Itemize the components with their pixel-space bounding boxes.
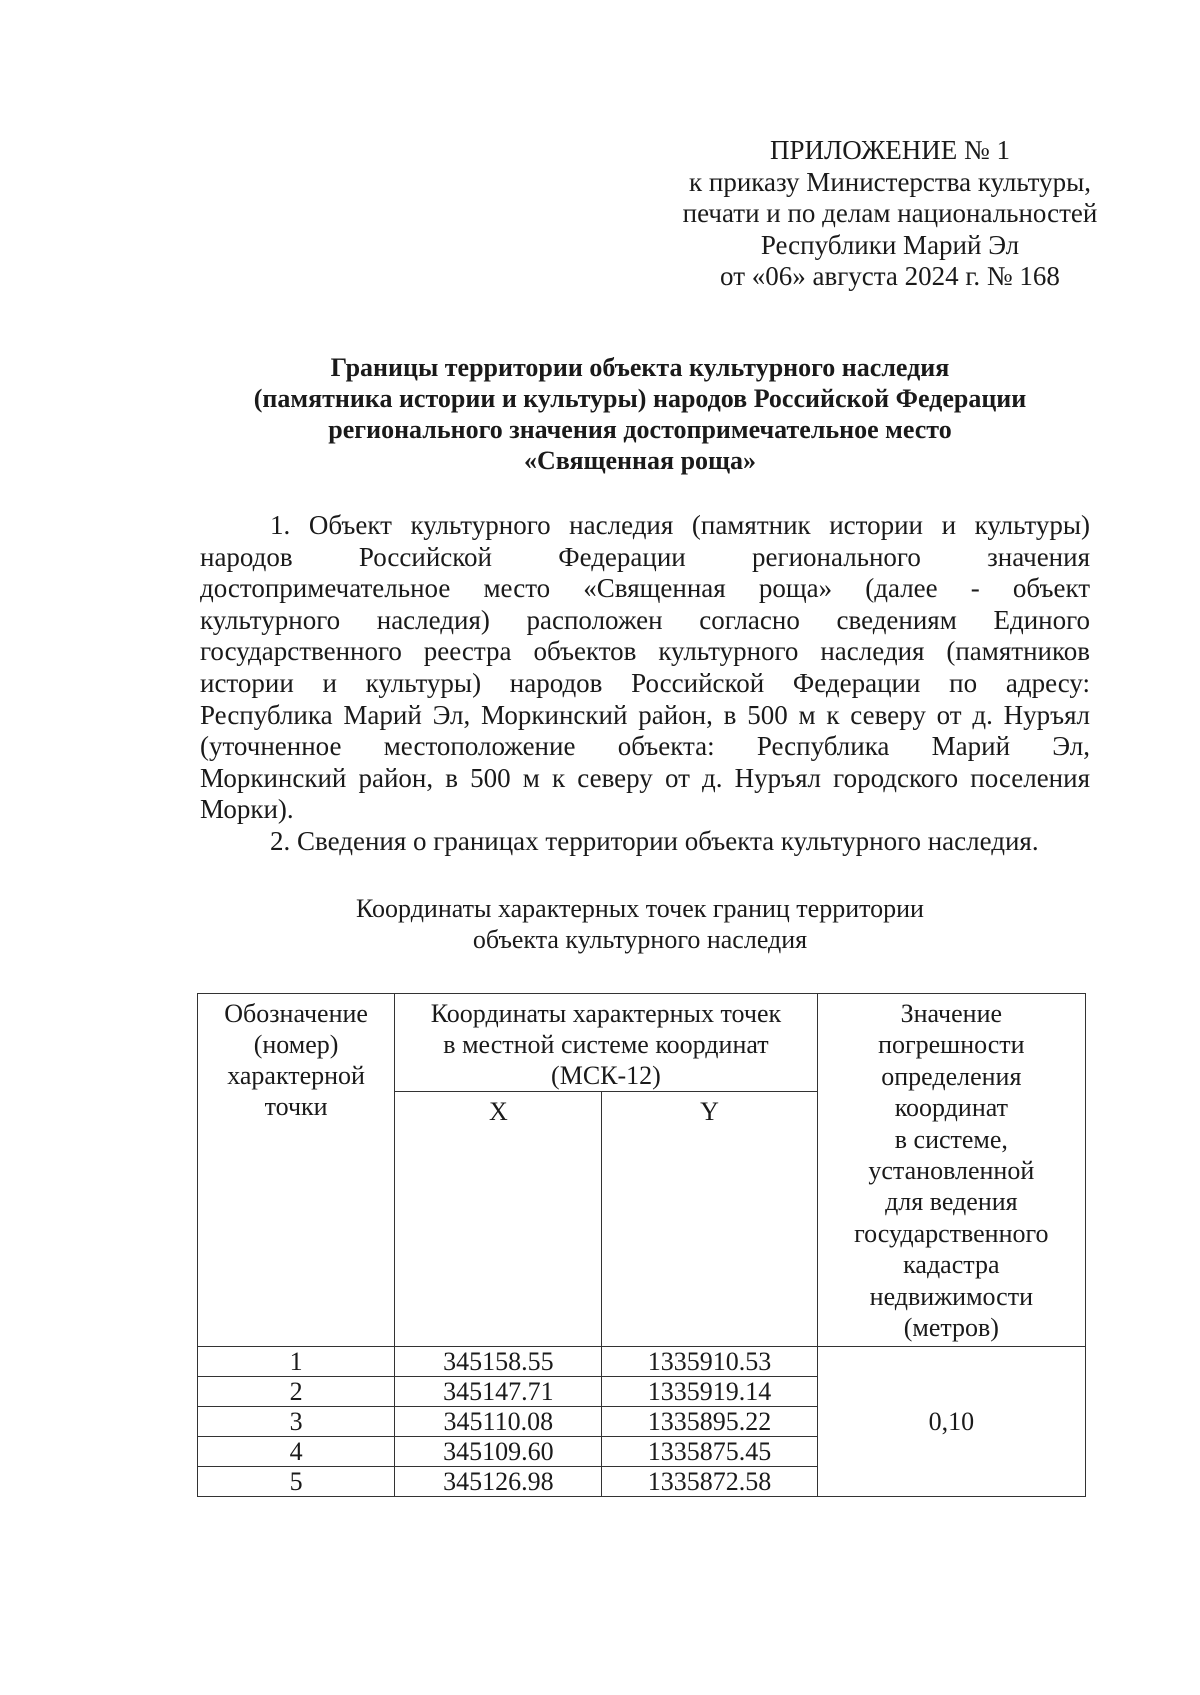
caption-line: Координаты характерных точек границ территории xyxy=(356,894,924,923)
coord-y: 1335910.53 xyxy=(602,1347,817,1377)
point-number: 2 xyxy=(198,1377,395,1407)
header-text: в местной системе координат xyxy=(443,1030,769,1059)
paragraph-line: культурного наследия) расположен согласно сведениям Единого xyxy=(200,604,1090,635)
title-line: Границы территории объекта культурного наследия xyxy=(330,353,950,382)
header-text: (метров) xyxy=(903,1313,999,1343)
header-text: (МСК-12) xyxy=(551,1061,661,1090)
body-paragraphs xyxy=(200,510,1090,858)
document-title xyxy=(190,352,1090,476)
header-coordinates xyxy=(395,994,817,1092)
paragraph-line: (уточненное местоположение объекта: Республика Марий Эл, xyxy=(200,731,1090,762)
header-text: определения xyxy=(881,1061,1022,1091)
error-value: 0,10 xyxy=(817,1347,1085,1497)
paragraph-line: Моркинский район, в 500 м к северу от д. Нуръял городского поселения xyxy=(200,762,1090,793)
table-row xyxy=(198,1347,1086,1377)
header-text: точки xyxy=(264,1092,328,1121)
title-line: (памятника истории и культуры) народов Российской Федерации xyxy=(253,384,1027,413)
coord-x: 345110.08 xyxy=(395,1407,602,1437)
header-error-value xyxy=(817,994,1085,1347)
header-text: недвижимости xyxy=(869,1281,1033,1311)
title-line: «Священная роща» xyxy=(524,446,756,475)
header-x: X xyxy=(395,1092,602,1347)
coord-y: 1335919.14 xyxy=(602,1377,817,1407)
header-text: для ведения xyxy=(885,1187,1018,1217)
point-number: 3 xyxy=(198,1407,395,1437)
paragraph-line: народов Российской Федерации регионального значения xyxy=(200,541,1090,572)
point-number: 5 xyxy=(198,1467,395,1497)
coord-y: 1335875.45 xyxy=(602,1437,817,1467)
paragraph-line: достопримечательное место «Священная роща» (далее - объект xyxy=(200,573,1090,604)
paragraph-line: Морки). xyxy=(200,794,294,825)
point-number: 4 xyxy=(198,1437,395,1467)
coord-x: 345126.98 xyxy=(395,1467,602,1497)
appendix-republic-line: Республики Марий Эл xyxy=(760,229,1020,260)
header-point-designation xyxy=(198,994,395,1347)
paragraph-line: истории и культуры) народов Российской Федерации по адресу: xyxy=(200,667,1090,698)
coord-y: 1335872.58 xyxy=(602,1467,817,1497)
paragraph-line: 1. Объект культурного наследия (памятник истории и культуры) xyxy=(270,510,1090,540)
header-text: погрешности xyxy=(878,1030,1025,1060)
table-header-row xyxy=(198,994,1086,1092)
appendix-order-line: к приказу Министерства культуры, xyxy=(689,166,1091,197)
header-text: установленной xyxy=(868,1156,1035,1186)
header-text: Значение xyxy=(900,999,1003,1028)
paragraph-line: Республика Марий Эл, Моркинский район, в 500 м к северу от д. Нуръял xyxy=(200,699,1090,730)
title-line: регионального значения достопримечательное место xyxy=(328,415,952,444)
header-text: государственного xyxy=(854,1218,1049,1248)
coord-x: 345147.71 xyxy=(395,1377,602,1407)
header-text: характерной xyxy=(227,1061,365,1090)
caption-line: объекта культурного наследия xyxy=(472,925,808,954)
table-caption xyxy=(300,893,980,955)
paragraph-line: 2. Сведения о границах территории объекта культурного наследия. xyxy=(270,825,1039,856)
coordinates-table xyxy=(197,993,1086,1497)
appendix-ministry-line: печати и по делам национальностей xyxy=(682,198,1098,228)
appendix-date-line: от «06» августа 2024 г. № 168 xyxy=(720,261,1060,291)
header-text: Координаты характерных точек xyxy=(430,999,782,1028)
paragraph-line: государственного реестра объектов культурного наследия (памятников xyxy=(200,636,1090,667)
coord-y: 1335895.22 xyxy=(602,1407,817,1437)
coord-x: 345158.55 xyxy=(395,1347,602,1377)
header-text: Обозначение xyxy=(224,999,368,1028)
header-text: координат xyxy=(894,1093,1008,1123)
header-y: Y xyxy=(602,1092,817,1347)
header-text: (номер) xyxy=(253,1030,339,1059)
header-text: кадастра xyxy=(903,1250,1000,1280)
appendix-header xyxy=(655,135,1125,293)
point-number: 1 xyxy=(198,1347,395,1377)
appendix-number: ПРИЛОЖЕНИЕ № 1 xyxy=(769,135,1011,165)
header-text: в системе, xyxy=(894,1124,1008,1154)
coord-x: 345109.60 xyxy=(395,1437,602,1467)
